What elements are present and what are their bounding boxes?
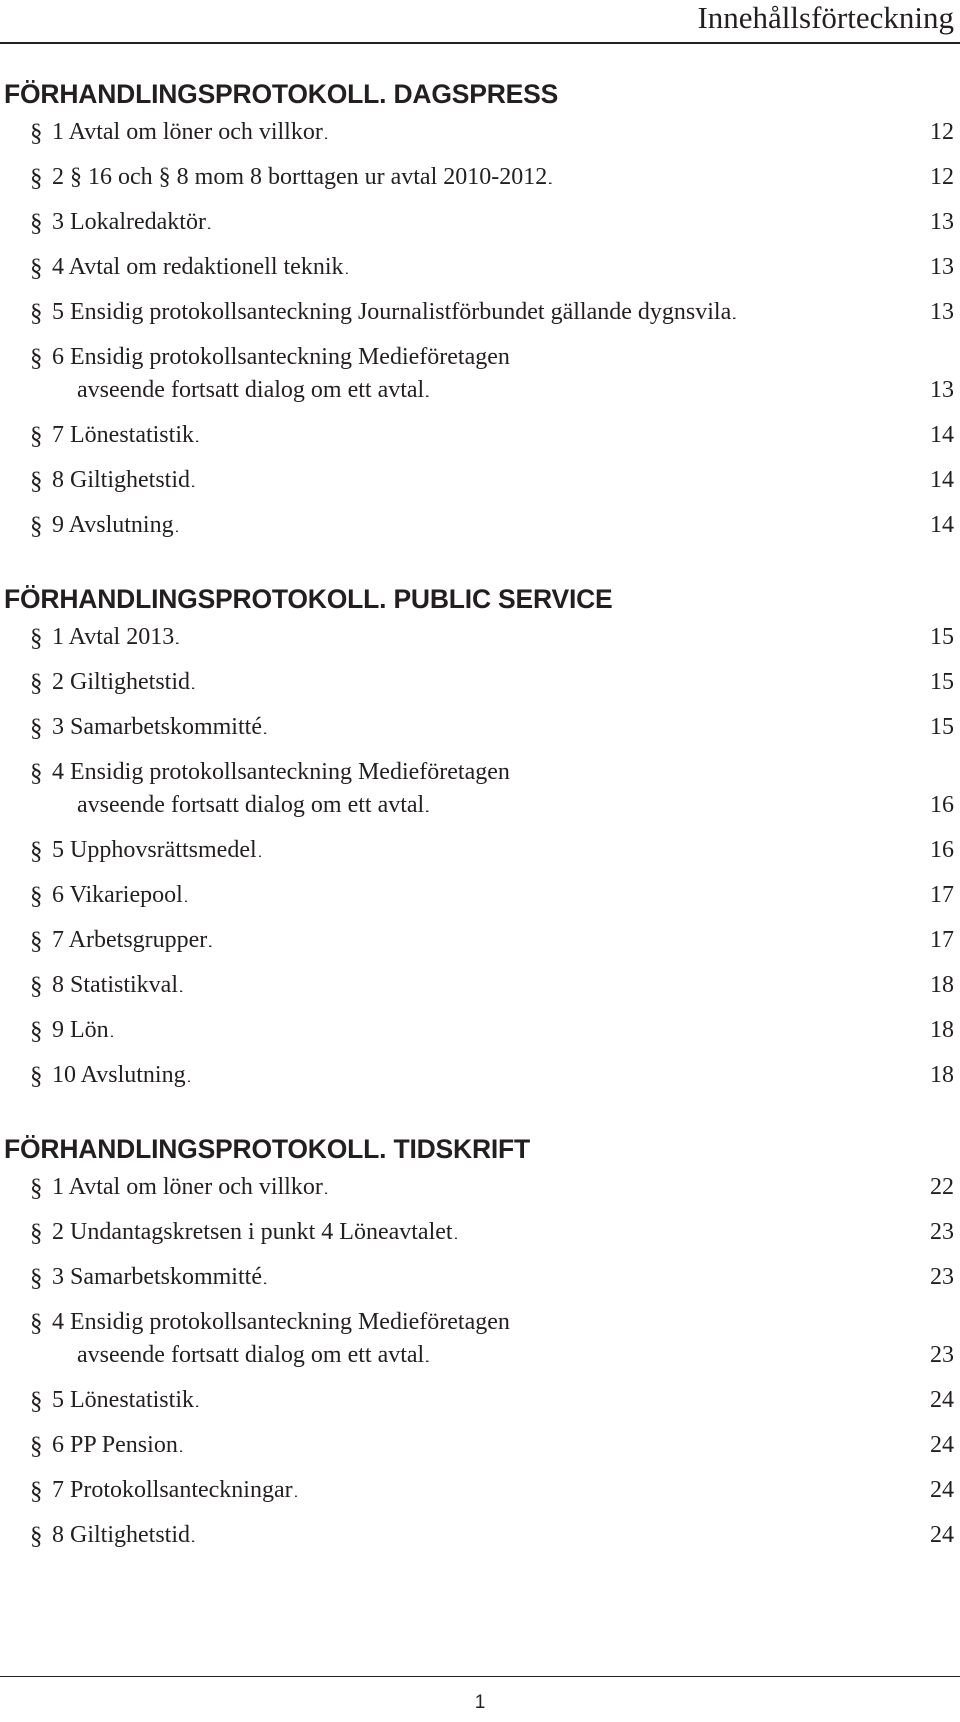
toc-entry[interactable]	[4, 711, 954, 746]
section-symbol-icon: §	[30, 1220, 43, 1247]
page-number: 1	[474, 1692, 486, 1713]
toc-page-number: 22	[930, 1174, 954, 1200]
section-symbol-icon: §	[30, 345, 43, 372]
dot-leader	[176, 509, 927, 544]
dot-leader	[192, 666, 927, 701]
section-symbol-icon: §	[30, 928, 43, 955]
section-symbol-icon: §	[30, 423, 43, 450]
section-symbol-icon: §	[30, 1175, 43, 1202]
toc-entry[interactable]	[4, 924, 954, 959]
toc-entry-title: 3 Samarbetskommitté	[52, 1264, 262, 1290]
toc-entry-title: 7 Arbetsgrupper	[52, 927, 208, 953]
dot-leader	[196, 1384, 927, 1419]
toc-entry-title: 4 Avtal om redaktionell teknik	[52, 254, 344, 280]
section-heading: FÖRHANDLINGSPROTOKOLL. PUBLIC SERVICE	[4, 584, 613, 614]
section-symbol-icon: §	[30, 1433, 43, 1460]
toc-entry-title: 6 Vikariepool	[52, 882, 183, 908]
section-symbol-icon: §	[30, 468, 43, 495]
dot-leader	[196, 419, 927, 454]
toc-page-number: 24	[930, 1432, 954, 1458]
dot-leader	[426, 789, 927, 824]
dot-leader	[295, 1474, 927, 1509]
toc-page-number: 18	[930, 1062, 954, 1088]
toc-page-number: 17	[930, 882, 954, 908]
section-symbol-icon: §	[30, 300, 43, 327]
toc-entry-title-line: avseende fortsatt dialog om ett avtal	[77, 1342, 425, 1368]
toc-entry[interactable]	[4, 756, 954, 824]
toc-entry-title: 5 Ensidig protokollsanteckning Journalistförbundet gällande dygnsvila	[52, 299, 732, 325]
toc-page-number: 14	[930, 422, 954, 448]
page-header-title: Innehållsförteckning	[697, 0, 954, 35]
toc-entry[interactable]	[4, 1014, 954, 1049]
toc-entry[interactable]	[4, 341, 954, 409]
dot-leader	[325, 116, 927, 151]
toc-entry[interactable]	[4, 1059, 954, 1094]
section-symbol-icon: §	[30, 838, 43, 865]
dot-leader	[188, 1059, 927, 1094]
toc-section	[4, 72, 954, 544]
toc-page-number: 23	[930, 1219, 954, 1245]
toc-entry[interactable]	[4, 1474, 954, 1509]
toc-entry[interactable]	[4, 116, 954, 151]
toc-entry-title: 6 PP Pension	[52, 1432, 178, 1458]
section-symbol-icon: §	[30, 1063, 43, 1090]
toc-section	[4, 1127, 954, 1554]
toc-entry-title-line: 4 Ensidig protokollsanteckning Medieföretagen	[52, 759, 510, 785]
toc-page-number: 13	[930, 299, 954, 325]
section-symbol-icon: §	[30, 1018, 43, 1045]
toc-entry[interactable]	[4, 621, 954, 656]
dot-leader	[325, 1171, 927, 1206]
section-heading: FÖRHANDLINGSPROTOKOLL. DAGSPRESS	[4, 79, 559, 109]
section-symbol-icon: §	[30, 760, 43, 787]
dot-leader	[259, 834, 927, 869]
toc-entry-title-line: avseende fortsatt dialog om ett avtal	[77, 377, 425, 403]
toc-entry[interactable]	[4, 969, 954, 1004]
toc-entry-title: 1 Avtal om löner och villkor	[52, 119, 323, 145]
toc-page-number: 14	[930, 512, 954, 538]
section-symbol-icon: §	[30, 883, 43, 910]
toc-page-number: 15	[930, 624, 954, 650]
dot-leader	[180, 969, 927, 1004]
toc-entry-title: 7 Protokollsanteckningar	[52, 1477, 293, 1503]
toc-entry-title: 5 Upphovsrättsmedel	[52, 837, 257, 863]
toc-entry-title: 8 Giltighetstid	[52, 1522, 190, 1548]
toc-entry-title: 3 Lokalredaktör	[52, 209, 206, 235]
section-symbol-icon: §	[30, 670, 43, 697]
toc-entry-title: 8 Statistikval	[52, 972, 178, 998]
toc-entry[interactable]	[4, 879, 954, 914]
toc-entry-title: 9 Lön	[52, 1017, 109, 1043]
toc-entry[interactable]	[4, 666, 954, 701]
toc-entry[interactable]	[4, 1384, 954, 1419]
toc-entry-title: 7 Lönestatistik	[52, 422, 194, 448]
table-of-contents	[4, 72, 954, 1564]
toc-page-number: 15	[930, 714, 954, 740]
dot-leader	[264, 711, 927, 746]
toc-entry[interactable]	[4, 1216, 954, 1251]
section-symbol-icon: §	[30, 255, 43, 282]
toc-entry[interactable]	[4, 1171, 954, 1206]
toc-page-number: 14	[930, 467, 954, 493]
toc-page-number: 24	[930, 1522, 954, 1548]
toc-page-number: 13	[930, 377, 954, 403]
dot-leader	[192, 1519, 927, 1554]
toc-entry-title: 1 Avtal 2013	[52, 624, 175, 650]
toc-entry-title: 9 Avslutning	[52, 512, 174, 538]
toc-entry-title: 8 Giltighetstid	[52, 467, 190, 493]
toc-entry[interactable]	[4, 509, 954, 544]
section-symbol-icon: §	[30, 1388, 43, 1415]
section-symbol-icon: §	[30, 715, 43, 742]
toc-entry-title: 2 § 16 och § 8 mom 8 borttagen ur avtal 2010-2012	[52, 164, 548, 190]
toc-entry-title-line: avseende fortsatt dialog om ett avtal	[77, 792, 425, 818]
toc-entry[interactable]	[4, 296, 954, 331]
toc-page-number: 18	[930, 972, 954, 998]
toc-entry[interactable]	[4, 1306, 954, 1374]
toc-entry[interactable]	[4, 161, 954, 196]
section-symbol-icon: §	[30, 1523, 43, 1550]
toc-page-number: 13	[930, 254, 954, 280]
toc-entry-title: 2 Giltighetstid	[52, 669, 190, 695]
header-divider	[0, 42, 960, 44]
section-symbol-icon: §	[30, 120, 43, 147]
toc-page-number: 17	[930, 927, 954, 953]
toc-entry-title: 1 Avtal om löner och villkor	[52, 1174, 323, 1200]
section-symbol-icon: §	[30, 513, 43, 540]
toc-entry-title: 3 Samarbetskommitté	[52, 714, 262, 740]
toc-entry[interactable]	[4, 1429, 954, 1464]
toc-page-number: 24	[930, 1477, 954, 1503]
toc-page-number: 16	[930, 792, 954, 818]
dot-leader	[192, 464, 927, 499]
toc-page-number: 12	[930, 119, 954, 145]
toc-entry[interactable]	[4, 834, 954, 869]
toc-page-number: 13	[930, 209, 954, 235]
section-symbol-icon: §	[30, 1478, 43, 1505]
toc-entry-title: 2 Undantagskretsen i punkt 4 Löneavtalet	[52, 1219, 453, 1245]
dot-leader	[346, 251, 928, 286]
toc-entry[interactable]	[4, 251, 954, 286]
toc-page-number: 15	[930, 669, 954, 695]
toc-page-number: 18	[930, 1017, 954, 1043]
toc-entry-title: 10 Avslutning	[52, 1062, 186, 1088]
section-symbol-icon: §	[30, 1310, 43, 1337]
dot-leader	[264, 1261, 927, 1296]
toc-page-number: 23	[930, 1264, 954, 1290]
section-symbol-icon: §	[30, 165, 43, 192]
section-symbol-icon: §	[30, 625, 43, 652]
dot-leader	[185, 879, 927, 914]
toc-entry[interactable]	[4, 1519, 954, 1554]
section-heading: FÖRHANDLINGSPROTOKOLL. TIDSKRIFT	[4, 1134, 531, 1164]
section-symbol-icon: §	[30, 210, 43, 237]
toc-entry[interactable]	[4, 206, 954, 241]
dot-leader	[549, 161, 927, 196]
dot-leader	[176, 621, 927, 656]
toc-page-number: 24	[930, 1387, 954, 1413]
dot-leader	[733, 296, 927, 331]
dot-leader	[209, 924, 927, 959]
toc-page-number: 12	[930, 164, 954, 190]
toc-page-number: 16	[930, 837, 954, 863]
dot-leader	[180, 1429, 927, 1464]
toc-entry-title-line: 4 Ensidig protokollsanteckning Medieföretagen	[52, 1309, 510, 1335]
dot-leader	[426, 374, 927, 409]
dot-leader	[455, 1216, 927, 1251]
toc-entry-title: 5 Lönestatistik	[52, 1387, 194, 1413]
toc-section	[4, 577, 954, 1094]
dot-leader	[208, 206, 927, 241]
toc-entry-title-line: 6 Ensidig protokollsanteckning Medieföretagen	[52, 344, 510, 370]
footer-divider	[0, 1676, 960, 1677]
toc-entry[interactable]	[4, 1261, 954, 1296]
toc-entry[interactable]	[4, 419, 954, 454]
dot-leader	[111, 1014, 927, 1049]
toc-page-number: 23	[930, 1342, 954, 1368]
section-symbol-icon: §	[30, 1265, 43, 1292]
dot-leader	[426, 1339, 927, 1374]
toc-entry[interactable]	[4, 464, 954, 499]
section-symbol-icon: §	[30, 973, 43, 1000]
